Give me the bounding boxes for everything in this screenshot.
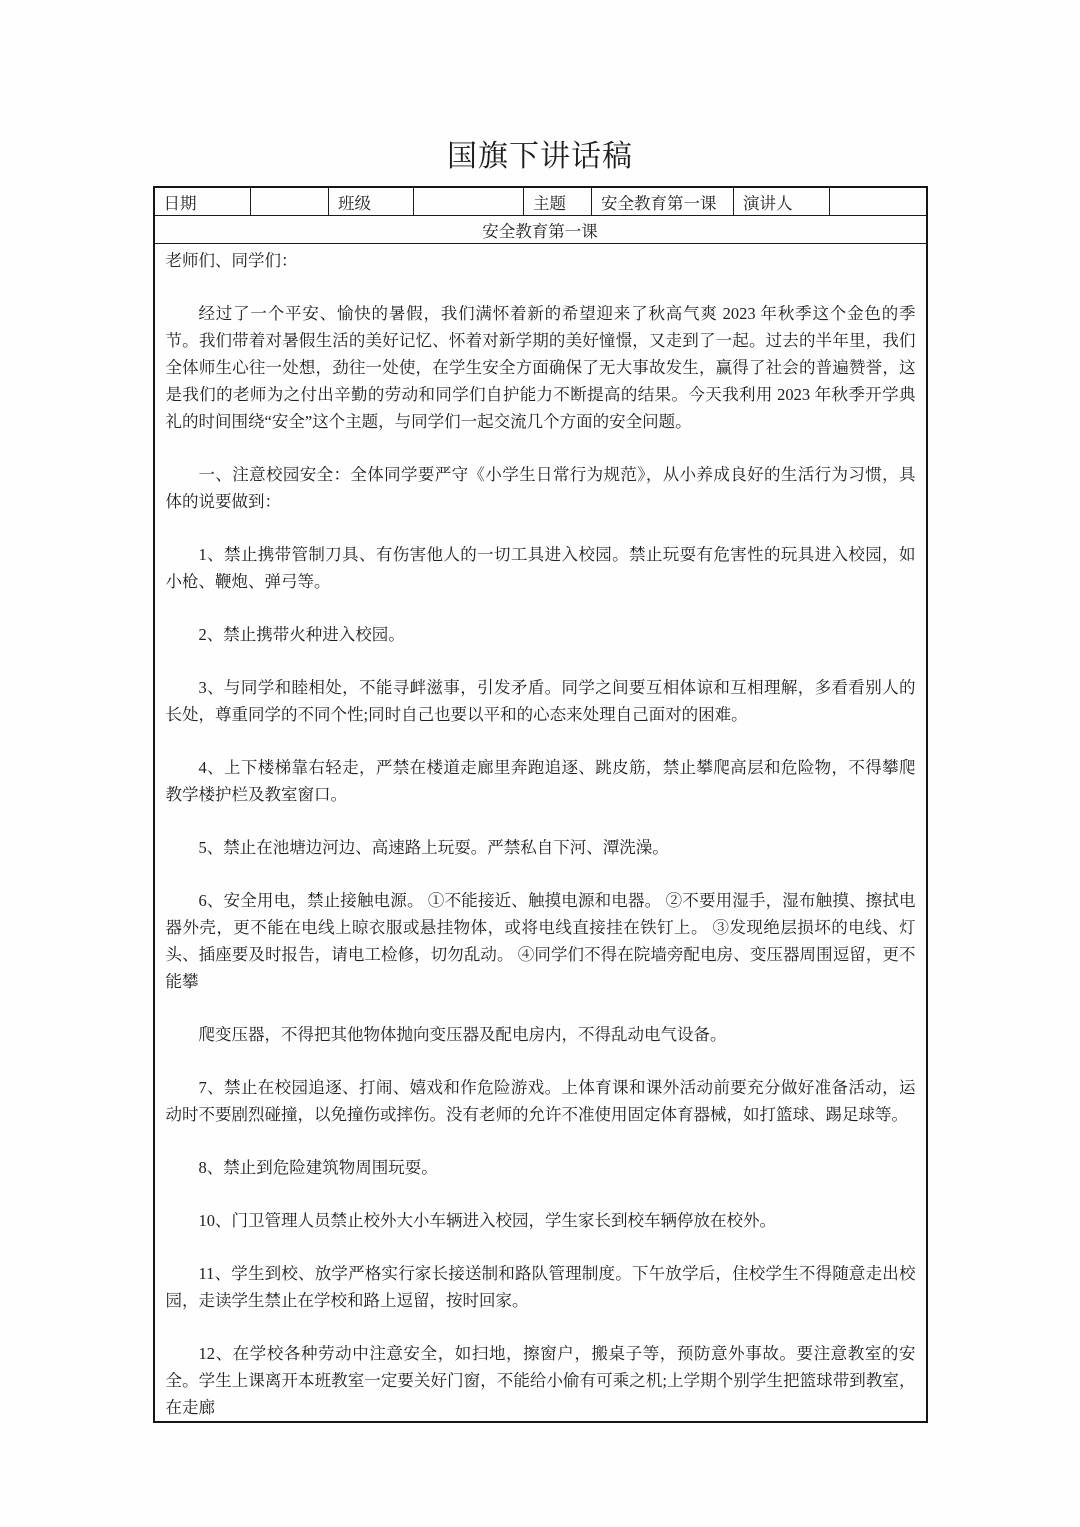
speech-body bbox=[166, 247, 916, 1421]
topic-value: 安全教育第一课 bbox=[592, 187, 734, 216]
paragraph: 7、禁止在校园追逐、打闹、嬉戏和作危险游戏。上体育课和课外活动前要充分做好准备活动，运动时不要剧烈碰撞，以免撞伤或摔伤。没有老师的允许不准使用固定体育器械，如打篮球、踢足球等。 bbox=[165, 1078, 916, 1124]
date-label: 日期 bbox=[154, 187, 251, 216]
paragraph: 12、在学校各种劳动中注意安全，如扫地，擦窗户，搬桌子等，预防意外事故。要注意教室的安全。学生上课离开本班教室一定要关好门窗，不能给小偷有可乘之机;上学期个别学生把篮球带到教室，在走廊 bbox=[165, 1344, 916, 1417]
paragraph: 一、注意校园安全：全体同学要严守《小学生日常行为规范》，从小养成良好的生活行为习惯，具体的说要做到： bbox=[165, 465, 916, 511]
paragraph: 6、安全用电，禁止接触电源。 ①不能接近、触摸电源和电器。 ②不要用湿手，湿布触摸、擦拭电器外壳，更不能在电线上晾衣服或悬挂物体，或将电线直接挂在铁钉上。 ③发现绝层损坏的电线、灯头、插座要及时报告，请电工检修，切勿乱动。 ④同学们不得在院墙旁配电房、变压器周围逗留，更不能攀 bbox=[165, 891, 916, 991]
speech-body-cell bbox=[154, 244, 927, 1423]
paragraph: 4、上下楼梯靠右轻走，严禁在楼道走廊里奔跑追逐、跳皮筋，禁止攀爬高层和危险物，不得攀爬教学楼护栏及教室窗口。 bbox=[165, 758, 916, 804]
paragraph: 老师们、同学们： bbox=[165, 251, 298, 270]
document-subtitle: 安全教育第一课 bbox=[154, 216, 927, 244]
paragraph: 10、门卫管理人员禁止校外大小车辆进入校园，学生家长到校车辆停放在校外。 bbox=[198, 1211, 776, 1230]
subtitle-row bbox=[154, 216, 927, 244]
paragraph: 3、与同学和睦相处，不能寻衅滋事，引发矛盾。同学之间要互相体谅和互相理解，多看看别人的长处，尊重同学的不同个性;同时自己也要以平和的心态来处理自己面对的困难。 bbox=[165, 678, 916, 724]
speaker-label: 演讲人 bbox=[734, 187, 830, 216]
date-value bbox=[251, 187, 329, 216]
body-row bbox=[154, 244, 927, 1423]
class-value bbox=[414, 187, 524, 216]
meta-row bbox=[154, 187, 927, 216]
class-label: 班级 bbox=[329, 187, 414, 216]
topic-label: 主题 bbox=[524, 187, 592, 216]
paragraph: 8、禁止到危险建筑物周围玩耍。 bbox=[198, 1158, 438, 1177]
paragraph: 5、禁止在池塘边河边、高速路上玩耍。严禁私自下河、潭洗澡。 bbox=[198, 838, 669, 857]
document-title: 国旗下讲话稿 bbox=[447, 140, 633, 173]
speaker-value bbox=[830, 187, 927, 216]
paragraph: 爬变压器，不得把其他物体抛向变压器及配电房内，不得乱动电气设备。 bbox=[198, 1025, 727, 1044]
paragraph: 经过了一个平安、愉快的暑假，我们满怀着新的希望迎来了秋高气爽 2023 年秋季这个金色的季节。我们带着对暑假生活的美好记忆、怀着对新学期的美好憧憬，又走到了一起。过去的半年里，我们全体师生心往一处想，劲往一处使，在学生安全方面确保了无大事故发生，赢得了社会的普遍赞誉，这是我们的老师为之付出辛勤的劳动和同学们自护能力不断提高的结果。今天我利用 2023 年秋季开学典礼的时间围绕“安全”这个主题，与同学们一起交流几个方面的安全问题。 bbox=[165, 304, 916, 431]
speech-table bbox=[153, 186, 928, 1423]
paragraph: 1、禁止携带管制刀具、有伤害他人的一切工具进入校园。禁止玩耍有危害性的玩具进入校园，如小枪、鞭炮、弹弓等。 bbox=[165, 545, 916, 591]
paragraph: 11、学生到校、放学严格实行家长接送制和路队管理制度。下午放学后，住校学生不得随意走出校园，走读学生禁止在学校和路上逗留，按时回家。 bbox=[165, 1264, 916, 1310]
paragraph: 2、禁止携带火种进入校园。 bbox=[198, 625, 405, 644]
